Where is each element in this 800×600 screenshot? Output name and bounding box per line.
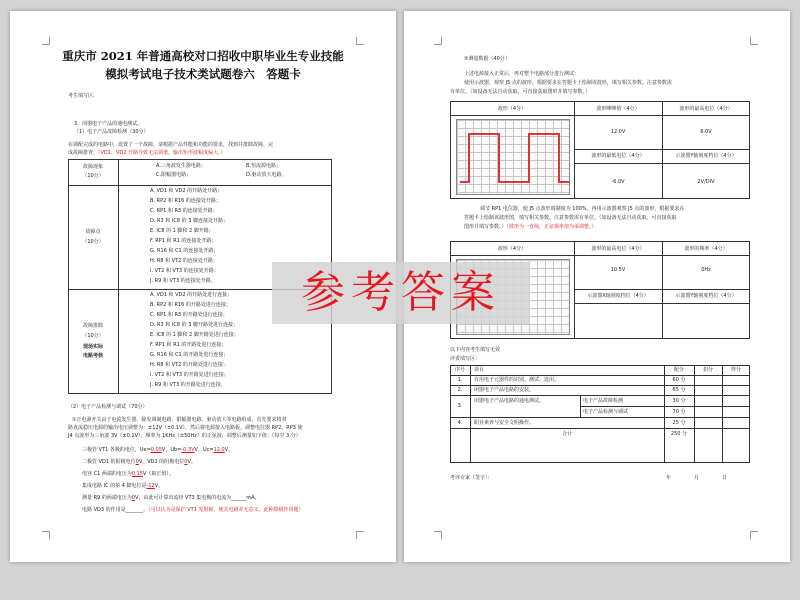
table-header: 示波器Y轴刻度档位（4分） <box>675 153 737 159</box>
measure-line: 二极管 VD1 的阳极电位0V，VD2 的阴极电位0V。 <box>82 459 196 465</box>
intro-line: 使用示波器，观察 J5 点的波形，根据要求在答题卡上绘制该波形，填写相关参数。注意参数需 <box>464 80 672 86</box>
score-row-points: 25 分 <box>672 420 686 426</box>
crop-mark <box>356 531 364 539</box>
fault-fix-item: E. IC8 的 1 脚和 2 脚开路处进行连接； <box>150 332 239 338</box>
table-divider <box>450 115 574 116</box>
fault-point-item: A. VD1 和 VD2 的开路处开路； <box>150 188 223 194</box>
score-row-subitem: 电子产品故障检测 <box>583 398 624 404</box>
measure-line <box>82 507 303 513</box>
table-header: 波形（4分） <box>497 246 527 252</box>
answer-value: 12.0 <box>213 447 225 453</box>
answer-red-text: （VD1、VD2 开路导致无法调谐，输出矩形波幅度偏大。） <box>98 150 226 156</box>
answer-value: 0.05 <box>150 447 162 453</box>
paragraph-line <box>464 224 597 230</box>
table-divider <box>694 365 695 463</box>
oscilloscope-grid <box>456 119 570 195</box>
table-divider <box>450 417 750 418</box>
phenomenon-option: B.恒流源电路； <box>246 163 282 169</box>
score-row-no: 3. <box>457 403 463 409</box>
answer-value: 12.0V <box>610 129 626 135</box>
table-divider <box>574 255 750 256</box>
paragraph-line: ①正电源开关由于电流发生器、除发调制电路、限幅器电路、驱动放大等电路组成，首先要求将双 <box>72 417 287 423</box>
crop-mark <box>750 37 758 45</box>
fault-point-item: F. RP1 和 R1 的连接处开路； <box>150 238 217 244</box>
watermark-text: 参考答案 <box>301 267 501 318</box>
score-header: 扣分 <box>702 367 713 373</box>
answer-value: 6.0V <box>700 129 712 135</box>
fault-fix-item: A. VD1 和 VD2 的开路处进行连接； <box>150 292 233 298</box>
crop-mark <box>42 531 50 539</box>
answer-value: 2V/DIV <box>697 179 715 185</box>
grader-area-label: 评委填写区： <box>450 356 481 362</box>
measure-line: 三极管 VT1 各极的电位，Ue=0.05V，Ub=-0.3VV，Uc=12.0V。 <box>82 447 234 453</box>
fault-fix-item: B. RP2 和 R16 的开路处进行连接； <box>150 302 231 308</box>
crop-mark <box>356 37 364 45</box>
score-header: 序号 <box>454 367 465 373</box>
exam-title-line1: 重庆市 2021 年普通高校对口招收中职毕业生专业技能 <box>62 49 344 63</box>
paragraph-text: 图形并填写参数。） <box>464 224 507 230</box>
table-header: 波形的最低电位（4分） <box>591 153 645 159</box>
fault-point-item: C. RP1 和 R3 的连接处开路； <box>150 208 218 214</box>
crop-mark <box>42 37 50 45</box>
table-divider <box>580 406 750 407</box>
phenomenon-option: D.驱动放大电路。 <box>246 172 287 178</box>
table-header: 波形的频率（4分） <box>684 246 728 252</box>
fault-fix-note: 现场实际 <box>82 344 103 350</box>
date-day: 日 <box>722 475 728 481</box>
score-row-item: 职业素养与安全文明操作。 <box>474 420 535 426</box>
table-divider <box>450 375 750 376</box>
candidate-area-label: 考生填写区: <box>68 93 95 99</box>
score-row-points: 65 分 <box>672 387 686 393</box>
answer-value: 0 <box>135 459 139 465</box>
phenomenon-score: （10分） <box>82 173 104 179</box>
table-divider <box>450 395 750 396</box>
subsection2-heading: （2）电子产品检测与调试（70分） <box>68 404 148 410</box>
intro-text: 成故障排查。 <box>68 150 99 156</box>
intro-text-line2 <box>68 150 226 156</box>
total-points: 250 分 <box>670 431 688 437</box>
crop-mark <box>750 531 758 539</box>
table-divider <box>450 255 574 256</box>
table-divider <box>574 289 750 290</box>
table-header: 示波器Y轴刻度档位（4分） <box>675 293 737 299</box>
fault-fix-item: F. RP1 和 R1 的开路处进行连接； <box>150 342 227 348</box>
phenomenon-option: A.三角波发生器电路； <box>156 163 206 169</box>
examiner-signature-label: 考评专家（签字）： <box>450 475 493 481</box>
answer-value: -0.3V <box>181 447 195 453</box>
score-header: 项目 <box>474 367 485 373</box>
fault-point-item: B. RP2 和 R16 的连接处开路； <box>150 198 221 204</box>
intro-line: 有单位。（如设备无法自动获取，可直接获取图形并填写参数。） <box>450 89 591 95</box>
measure-line: 测量 R9 的两端电压为0V，由此可计算出流经 VT3 集电极的电流为______mA， <box>82 495 260 501</box>
table-header: 波形峰峰值（4分） <box>596 106 640 112</box>
phenomenon-label: 故障现象 <box>82 164 103 170</box>
intro-text: 在调配完成的电路中，设置了一个故障，请根据产品性能和功能的要求，找到并排除故障。完 <box>68 142 274 148</box>
score-row-no: 4. <box>457 420 463 426</box>
table-header: 波形的最高电位（4分） <box>679 106 733 112</box>
table-divider <box>574 115 750 116</box>
section-heading: ②测量数据（40分） <box>464 56 510 62</box>
fault-point-item: I. VT2 和 VT3 的连接处开路； <box>150 268 219 274</box>
score-row-no: 2. <box>457 387 463 393</box>
score-row-item: 闭器电子产品电路的安装。 <box>474 387 535 393</box>
table-divider <box>470 365 471 463</box>
date-year: 年 <box>666 475 672 481</box>
score-header: 得分 <box>730 367 741 373</box>
score-row-points: 70 分 <box>672 409 686 415</box>
fault-point-item: D. R3 和 IC8 的 3 脚连接处开路； <box>150 218 228 224</box>
measure-line: 集成电路 IC 的第 4 脚电位是-12V。 <box>82 483 164 489</box>
measure-line: 电容 C1 两端的电压为0.15V（取正值）。 <box>82 471 174 477</box>
crop-mark <box>434 531 442 539</box>
date-month: 月 <box>694 475 700 481</box>
fault-fix-note: 电路考核 <box>82 353 103 359</box>
table-header: 波形的最高电位（4分） <box>591 246 645 252</box>
fault-fix-item: C. RP1 和 R3 的开路处进行连接； <box>150 312 228 318</box>
answer-value: -6.0V <box>611 179 625 185</box>
score-header: 配分 <box>673 367 684 373</box>
measure-text: 电路 VD3 的作用是_______。 <box>82 507 149 513</box>
score-row-subitem: 电子产品检测与调试 <box>583 409 629 415</box>
fault-fix-item: D. R3 和 IC8 的 3 脚开路处进行连接； <box>150 322 238 328</box>
table-divider <box>68 185 332 186</box>
answer-value: 0Hz <box>701 267 711 273</box>
crop-mark <box>434 37 442 45</box>
reference-answer-watermark <box>272 262 530 324</box>
table-divider <box>450 385 750 386</box>
table-divider <box>722 365 723 463</box>
paragraph-line: J4 点波形为三角波 3V（±0.1V），频率为 1KHz（±50Hz）的正弦波，调整后测量如下值：（每空 3 分） <box>68 433 301 439</box>
answer-value: 0 <box>131 495 136 501</box>
invalid-notice: 以下内容考生填写无效 <box>450 347 501 353</box>
fault-fix-label: 故障排除 <box>82 323 103 329</box>
answer-value: 10.5V <box>610 267 626 273</box>
fault-point-score: （10分） <box>82 239 104 245</box>
answer-value: 0.15 <box>131 471 143 477</box>
fault-point-item: E. IC8 的 1 脚和 2 脚开路； <box>150 228 214 234</box>
table-divider <box>574 303 750 304</box>
square-wave-trace <box>457 120 571 196</box>
paragraph-line: 答题卡上绘制该波形图，填写相关参数。注意参数需有单位。（如设备无法自动获取，可直接获取 <box>464 215 677 221</box>
table-divider <box>118 159 119 394</box>
fault-point-item: J. R9 和 VT3 的连接处开路。 <box>150 278 216 284</box>
paragraph-line: 路直流稳压电源的输出电压调整为：±12V（±0.1V），然后将电源接入电路板。调整电位器 RP2、RP3 使 <box>68 425 303 431</box>
total-label: 合计 <box>561 431 572 437</box>
table-header: 波形（4分） <box>497 106 527 112</box>
answer-value: 0 <box>184 459 188 465</box>
fault-point-item: G. R16 和 C1 的连接处开路； <box>150 248 219 254</box>
score-row-points: 60 分 <box>672 377 686 383</box>
fault-fix-item: J. R9 和 VT3 的开路处进行连接。 <box>150 382 226 388</box>
fault-fix-item: I. VT2 和 VT3 的开路处进行连接； <box>150 372 229 378</box>
phenomenon-option: C.限幅器电路； <box>156 172 192 178</box>
score-row-no: 1. <box>457 377 463 383</box>
score-row-points: 30 分 <box>672 398 686 404</box>
section3-heading: 3．闭器电子产品的通电测试。 <box>74 121 143 127</box>
answer-red-text: （波形为一直线，正弦频率值为零调整。） <box>506 224 597 230</box>
intro-line: 上述电源接入正常后，再对整个电路部分进行测试： <box>464 71 580 77</box>
table-header: 示波器X轴刻度档位（4分） <box>587 293 649 299</box>
score-row-item: 闭器电子产品电路的通电测试。 <box>474 398 545 404</box>
table-divider <box>574 149 750 150</box>
fault-fix-item: H. R8 和 VT2 的开路处进行连接； <box>150 362 228 368</box>
subsection1-heading: （1）电子产品故障检测（30分） <box>74 129 149 135</box>
fault-point-item: H. R8 和 VT2 的连接处开路； <box>150 258 218 264</box>
table-divider <box>450 428 750 429</box>
fault-point-label: 故障点 <box>85 229 101 235</box>
score-row-item: 有用电子元器件的识别、测试、选用。 <box>474 377 560 383</box>
table-divider <box>574 163 750 164</box>
fault-fix-score: （10分） <box>82 333 104 339</box>
answer-red-text: （可以认为是保护 VT1 发射极，使其电路并无意义，此种降级作用题） <box>148 507 304 513</box>
paragraph-line: 调节 RP1 电位器，使 J5 点波形调制度为 100%，再用示波器观察 J5 点的波形，根据要求在 <box>480 206 685 212</box>
fault-fix-item: G. R16 和 C1 的开路处进行连接； <box>150 352 229 358</box>
answer-value: -12 <box>146 483 155 489</box>
exam-title-line2: 模拟考试电子技术类试题卷六 答题卡 <box>105 67 301 81</box>
